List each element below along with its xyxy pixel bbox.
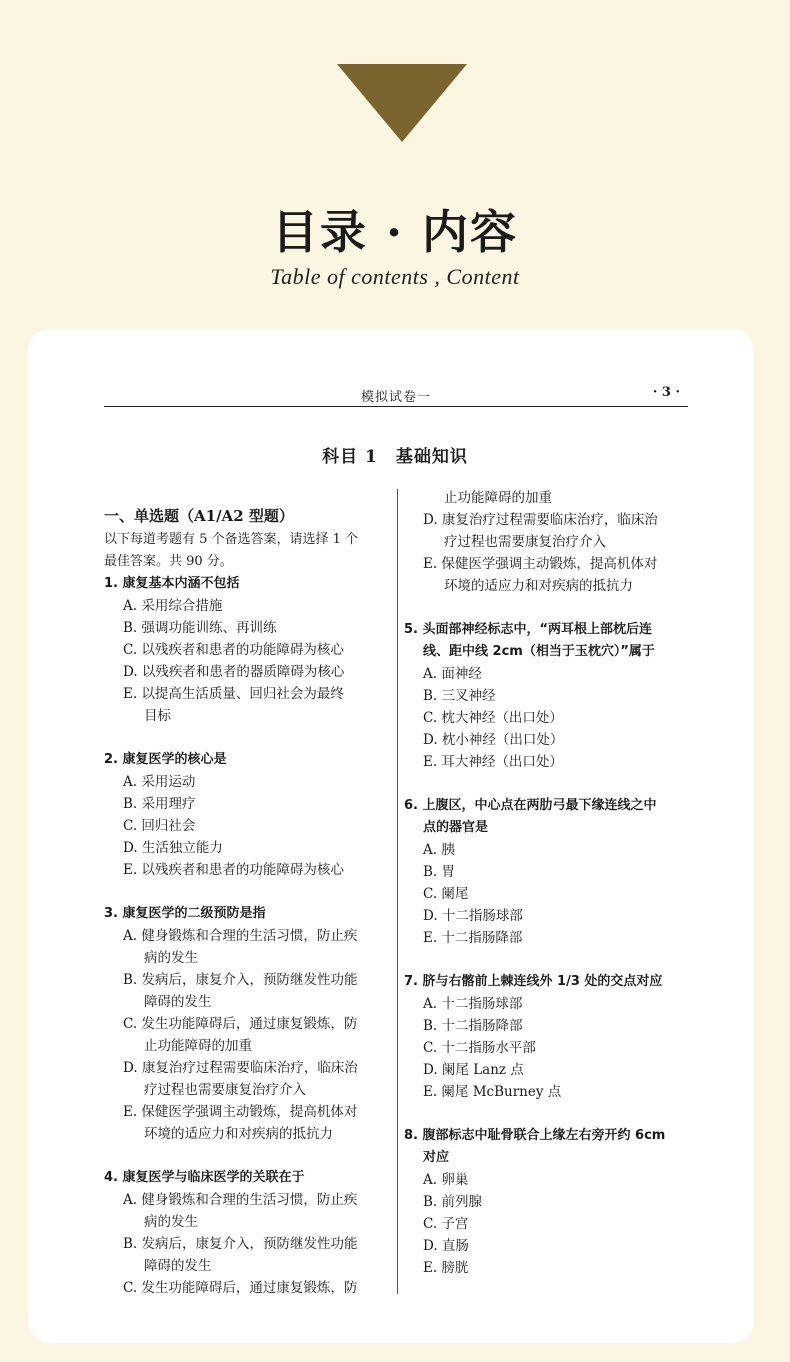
section-intro: 最佳答案。共 90 分。 <box>104 554 233 569</box>
option-continuation: 疗过程也需要康复治疗介入 <box>444 534 606 550</box>
option: A. 卵巢 <box>423 1172 469 1188</box>
option: D. 康复治疗过程需要临床治疗，临床治 <box>423 512 658 528</box>
question-4: 4. 康复医学与临床医学的关联在于 <box>104 1170 305 1185</box>
option-continuation: 病的发生 <box>144 950 198 966</box>
option: B. 发病后，康复介入，预防继发性功能 <box>123 1236 358 1252</box>
option: D. 康复治疗过程需要临床治疗，临床治 <box>123 1060 358 1076</box>
option: C. 以残疾者和患者的功能障碍为核心 <box>123 642 344 658</box>
option-continuation: 目标 <box>144 708 171 724</box>
running-title: 模拟试卷一 <box>360 390 431 405</box>
option: D. 以残疾者和患者的器质障碍为核心 <box>123 664 345 680</box>
option: C. 枕大神经（出口处） <box>423 710 563 726</box>
option: A. 采用运动 <box>123 774 196 790</box>
option: B. 前列腺 <box>423 1194 483 1210</box>
option: E. 保健医学强调主动锻炼，提高机体对 <box>123 1104 358 1120</box>
option: E. 以残疾者和患者的功能障碍为核心 <box>123 862 344 878</box>
page-title: 目录 · 内容 <box>271 205 519 259</box>
option-continuation: 障碍的发生 <box>144 994 212 1010</box>
option: E. 膀胱 <box>423 1260 469 1276</box>
option: D. 十二指肠球部 <box>423 908 523 924</box>
option: D. 生活独立能力 <box>123 840 223 856</box>
option: B. 胃 <box>423 864 456 880</box>
option: A. 采用综合措施 <box>123 598 223 614</box>
running-head <box>104 384 688 407</box>
left-column <box>104 503 392 1299</box>
question-5: 5. 头面部神经标志中，“两耳根上部枕后连 <box>404 622 653 637</box>
option: D. 阑尾 Lanz 点 <box>423 1062 524 1078</box>
option: B. 三叉神经 <box>423 688 496 704</box>
option-continuation: 止功能障碍的加重 <box>444 490 552 506</box>
option-continuation: 止功能障碍的加重 <box>144 1038 252 1054</box>
right-column <box>404 487 690 1279</box>
question-1: 1. 康复基本内涵不包括 <box>104 576 240 591</box>
option-continuation: 病的发生 <box>144 1214 198 1230</box>
question-3: 3. 康复医学的二级预防是指 <box>104 906 266 921</box>
option-continuation: 环境的适应力和对疾病的抵抗力 <box>444 578 633 594</box>
section-intro: 以下每道考题有 5 个备选答案，请选择 1 个 <box>104 532 359 547</box>
question-8-continuation: 对应 <box>423 1150 450 1165</box>
option: E. 耳大神经（出口处） <box>423 754 563 770</box>
option-continuation: 疗过程也需要康复治疗介入 <box>144 1082 306 1098</box>
option: E. 十二指肠降部 <box>423 930 523 946</box>
option: D. 枕小神经（出口处） <box>423 732 564 748</box>
page-subtitle: Table of contents , Content <box>270 264 520 289</box>
column-divider <box>397 489 398 1294</box>
option: E. 以提高生活质量、回归社会为最终 <box>123 686 344 702</box>
question-7: 7. 脐与右髂前上棘连线外 1/3 处的交点对应 <box>404 974 663 989</box>
option: E. 保健医学强调主动锻炼，提高机体对 <box>423 556 658 572</box>
option: C. 子宫 <box>423 1216 469 1232</box>
option: C. 阑尾 <box>423 886 469 902</box>
page-number: · 3 · <box>652 385 680 400</box>
option: B. 采用理疗 <box>123 796 196 812</box>
option-continuation: 环境的适应力和对疾病的抵抗力 <box>144 1126 333 1142</box>
question-5-continuation: 线、距中线 2cm（相当于玉枕穴）”属于 <box>423 644 655 659</box>
section-title: 一、单选题（A1/A2 型题） <box>104 507 294 525</box>
option-continuation: 障碍的发生 <box>144 1258 212 1274</box>
option: A. 面神经 <box>423 666 482 682</box>
option: A. 健身锻炼和合理的生活习惯，防止疾 <box>123 1192 358 1208</box>
option: C. 发生功能障碍后，通过康复锻炼，防 <box>123 1016 358 1032</box>
option: E. 阑尾 McBurney 点 <box>423 1084 562 1100</box>
option: A. 健身锻炼和合理的生活习惯，防止疾 <box>123 928 358 944</box>
option: B. 发病后，康复介入，预防继发性功能 <box>123 972 358 988</box>
option: C. 发生功能障碍后，通过康复锻炼，防 <box>123 1280 358 1296</box>
option: A. 胰 <box>423 842 455 858</box>
option: C. 十二指肠水平部 <box>423 1040 536 1056</box>
option: B. 强调功能训练、再训练 <box>123 620 277 636</box>
question-6: 6. 上腹区，中心点在两肋弓最下缘连线之中 <box>404 798 657 813</box>
subject-title: 科目 1 基础知识 <box>322 447 468 467</box>
question-8: 8. 腹部标志中耻骨联合上缘左右旁开约 6cm <box>404 1128 666 1143</box>
option: B. 十二指肠降部 <box>423 1018 523 1034</box>
triangle-decoration <box>337 64 467 142</box>
question-6-continuation: 点的器官是 <box>423 820 489 835</box>
option: C. 回归社会 <box>123 818 196 834</box>
option: D. 直肠 <box>423 1238 469 1254</box>
question-2: 2. 康复医学的核心是 <box>104 752 227 767</box>
option: A. 十二指肠球部 <box>423 996 523 1012</box>
